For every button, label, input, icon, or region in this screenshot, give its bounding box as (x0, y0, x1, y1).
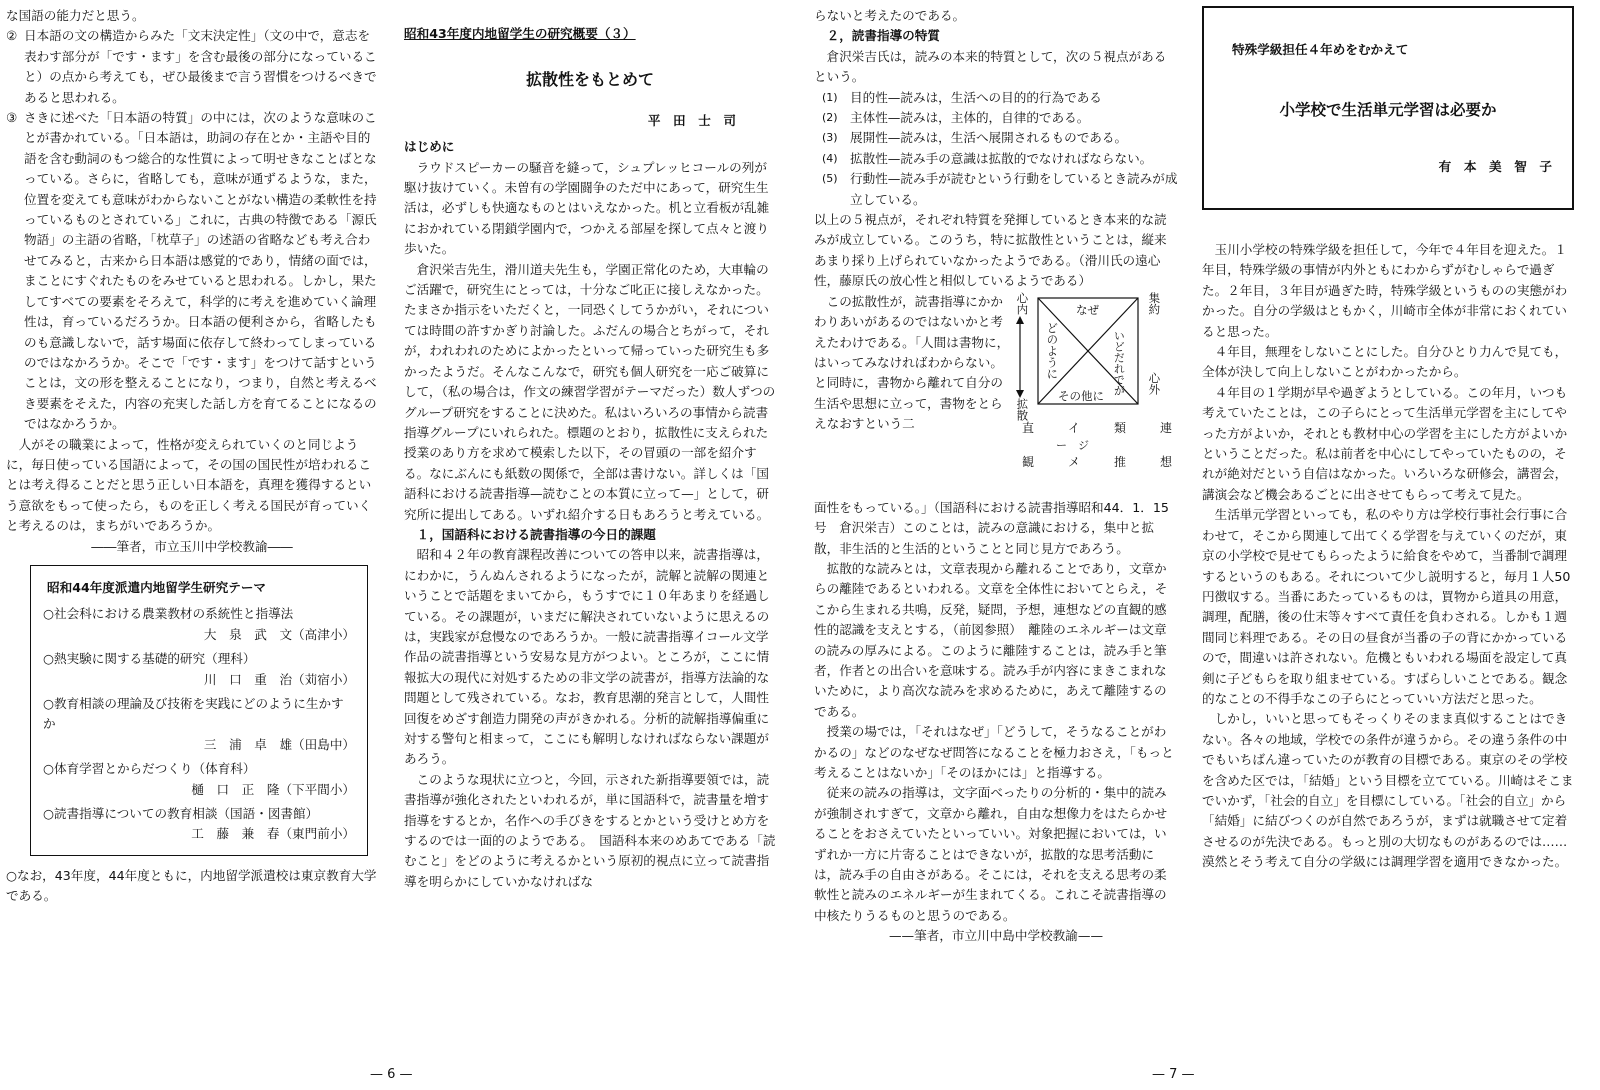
left-column-2 (404, 6, 776, 892)
intro-line: な国語の能力だと思う。 (6, 8, 145, 23)
section-heading: ２，読書指導の特質 (826, 28, 940, 44)
list-item (822, 128, 1178, 148)
theme-author: 三 浦 卓 雄（田島中） (203, 736, 355, 752)
item-number: (1) (822, 90, 838, 104)
theme-author: 工 藤 兼 春（東門前小） (191, 826, 355, 842)
page-number: — 7 — (1152, 1067, 1195, 1082)
paragraph: この拡散性が，読書指導にかかわりあいがあるのではないかと考えたわけである。「人間は書物に，はいってみなければわからない。と同時に，書物から離れて自分の生活や思想に立って，書物をとらえなおすという二 (814, 293, 1010, 432)
section-heading: １，国語科における読書指導の今日的課題 (416, 526, 656, 542)
article-kicker: 特殊学級担任４年めをむかえて (1232, 42, 1409, 57)
theme-entry (43, 759, 355, 800)
theme: ○社会科における農業教材の系統性と指導法 (43, 606, 294, 622)
theme-entry (43, 804, 355, 845)
paragraph: ４年目，無理をしないことにした。自分ひとり力んで見ても，全体が決して向上しないことがわかったから。 (1202, 344, 1568, 380)
article-header-box (1202, 6, 1574, 210)
item-text: 目的性—読みは，生活への目的的行為である (850, 89, 1102, 105)
label-rui: 類 (1113, 420, 1126, 435)
label-i: イ (1067, 420, 1080, 435)
label-image-ji: ー ジ (1056, 438, 1089, 452)
section-heading: はじめに (404, 139, 455, 155)
paragraph: 昭和４２年の教育課程改善についての答申以来，読書指導は，にわかに，うんぬんされるようになったが，読解と読解の関連ということで話題をまいてから，もうすでに１０年あまりを経過している。その課題が，いまだに解決されていないように思えるのは，実践家が怠慢なのであろうか。一般に読書指導イコール文学作品の読書指導という安易な見方がつよい。ところが，ここに情報拡大の現代に対処するための非文学の読書が，指導方法論的な問題として残されている。なお，教育思潮的発言として，人間性回復をめざす創造力開発の声がきかれる。分析的読解指導偏重に対する警句と相まって，ここにも解明しなければならない課題があろう。 (404, 547, 770, 767)
item-number: ② (6, 28, 18, 44)
list-item (822, 108, 1178, 128)
paragraph: 以上の５視点が，それぞれ特質を発揮しているとき本来的な読みが成立している。このうち，特に拡散性ということは，縦来あまり採り上げられていなかったようである。（滑川氏の遠心性，藤原氏の放心性と相似しているようである） (814, 212, 1167, 289)
continued-line: らないと考えたのである。 (814, 8, 966, 23)
item-text: 日本語の文の構造からみた「文末決定性」（文の中で，意志を表わす部分が「です・ます」を含む最後の部分になっていること）の点から考えても，ぜひ最後まで言う習慣をつけるべきであると思われる。 (24, 28, 377, 105)
label-itsu-doko: いどだれでが (1112, 329, 1126, 396)
theme: ○読書指導についての教育相談（国語・図書館） (43, 806, 319, 822)
page-number: — 6 — (370, 1067, 413, 1082)
right-column-1 (814, 6, 1178, 947)
diagram-bottom-row-1 (1022, 418, 1172, 438)
paragraph: 従来の読みの指導は，文字面べったりの分析的・集中的読みが強制されすぎて，文章から離れ，自由な想像力をはたらかせることをおさえていたといっていい。対象把握においては，いずれか一方に片寄ることはできないが，拡散的な思考活動には，読み手の自由さがある。そこには，それを支える思考の柔軟性と読みのエネルギーが生まれてくる。これこそ読書指導の中核たりうるものと思うのである。 (814, 785, 1168, 923)
item-text: 主体性—読みは，主体的，自律的である。 (850, 110, 1090, 126)
label-kakusan: 拡散 (1015, 397, 1030, 421)
paragraph: 玉川小学校の特殊学級を担任して，今年で４年目を迎えた。１年目，特殊学級の事情が内外ともにわからずがむしゃらで過ぎた。２年目，３年目が過ぎた時，特殊学級というものの実態がわかった。自分の学級はともかく，川崎市全体が非常におくれていると思った。 (1202, 242, 1568, 339)
right-page (800, 0, 1600, 1090)
theme: ○熱実験に関する基礎的研究（理科） (43, 651, 256, 667)
left-page (0, 0, 790, 1090)
label-me: メ (1067, 454, 1080, 469)
label-choku: 直 (1022, 420, 1035, 435)
label-kokoro-naka: 心内 (1015, 291, 1030, 315)
item-text: 拡散性—読み手の意識は拡散的でなければならない。 (850, 150, 1153, 166)
label-shuuyaku: 集約 (1147, 291, 1162, 315)
label-sonotani: その他に (1058, 388, 1104, 403)
paragraph: ラウドスピーカーの騒音を縫って，シュプレッヒコールの列が駆け抜けていく。未曽有の学園闘争のただ中にあって，研究生生活は，必ずしも快適なものとはいえなかった。机と立看板が乱雑におかれている閉鎖学園内で，つかえる部屋を探して点々と渡り歩いた。 (404, 159, 770, 257)
paragraph: 授業の場では，「それはなぜ」「どうして，そうなることがわかるの」などのなぜなぜ問答になることを極力おさえ，「もっと考えることはないか」「そのほかには」と指導する。 (814, 724, 1174, 780)
series-title: 昭和43年度内地留学生の研究概要（３） (404, 26, 636, 41)
item-number: ③ (6, 110, 18, 126)
right-column-2 (1202, 6, 1574, 873)
item-number: (2) (822, 111, 838, 125)
author-signature: ——筆者，市立川中島中学校教諭—— (888, 928, 1104, 944)
article-author: 有 本 美 智 子 (1438, 158, 1552, 174)
box-title: 昭和44年度派遣内地留学生研究テーマ (47, 579, 267, 595)
reading-diagram (1010, 292, 1178, 498)
label-kokoro-soto: 心外 (1147, 371, 1162, 395)
diagram-wrap (814, 292, 1178, 498)
paragraph: しかし，いいと思ってもそっくりそのまま真似することはできない。各々の地域，学校での条件が違うから。その違う条件の中でもいちばん違っていたのが教育の目標である。東京のその学校を含めた区では，「結婚」という目標を立てている。川崎はそこまでいかず，「社会的自立」を目標にしている。「社会的自立」から「結婚」に結びつくのが自然であろうが，まずは就職させて定着させるのが先決である。もっと別の大切なものがあるのでは……漠然とそう考えて自分の学級には調理学習を適用できなかった。 (1202, 711, 1574, 870)
item-text: さきに述べた「日本語の特質」の中には，次のような意味のことが書かれている。「日本語は，助詞の存在とか・主語や目的語を含む動詞のもつ総合的な性質によって明せきなことばとなっている。さらに，省略しても，意味が通ずるような，また，位置を変えても意味がわからないことがない構造の柔軟性を持っているものとされている」これに，古典の特徴である「源氏物語」の主語の省略，「枕草子」の述語の省略なども考え合わせてみると，古来から日本語は感覚的であり，情緒の面では，まことにすぐれたものをみせていると思われる。しかし，果たしてすべての要素をそろえて，科学的に考えを進めていく論理性は，育っているだろうか。日本語の便利さから，省略したものも意識しないで，話す場面に依存して終わってしまっているのではなかろうか。そこで「です・ます」をつけて話すということは，文の形を整えることになり，つまり，自然と考えるべき要素をそえた，内容の充実した話し方を育てることになるのではなかろうか。 (24, 110, 377, 432)
paragraph: 倉沢栄吉氏は，読みの本来的特質として，次の５視点があるという。 (814, 48, 1167, 85)
research-themes-box (30, 565, 368, 856)
theme-entry (43, 604, 355, 645)
diagram-bottom-row-2 (1022, 452, 1172, 472)
label-sou: 想 (1159, 454, 1172, 469)
list-item (6, 108, 378, 435)
points-list (814, 88, 1178, 210)
theme-entry (43, 649, 355, 690)
paragraph: 倉沢栄吉先生，滑川道夫先生も，学園正常化のため，大車輪のご活躍で，研究生にとっては，十分なご叱正に接しえなかった。たまさか指示をいただくと，一同恐くしてうかがい，それについては時間の許すかぎり討論した。ふだんの場合とちがって，それが，われわれのためによかったといって帰っていった研究生も多かったようだ。そんなこんなで，研究も個人研究を一応ご破算にして，（私の場合は，作文の練習学習がテーマだった）数人ずつのグループ研究をすることに決めた。私はいろいろの事情から読書指導グループにいれられた。標題のとおり，拡散性に支えられた授業のあり方を求めて模索した以下，その冒頭の一部を紹介する。なにぶんにも紙数の関係で，全部は書けない。詳しくは「国語科における読書指導—読むことの本質に立って—」として，研究所に提出してある。いずれ紹介する日もあろうと考えている。 (404, 261, 776, 522)
item-number: (5) (822, 172, 838, 186)
author-signature: ――筆者，市立玉川中学校教諭―― (91, 538, 293, 554)
paragraph: このような現状に立つと，今回，示された新指導要領では，読書指導が強化されたといわれるが，単に国語科で，読書量を増す指導をするとか，名作への手びきをするとかという受けとめ方をするのでは一面的のようである。 国語科本来のめあてである「読むこと」をどのように考えるかという原初的視点に立って読書指導を明らかにしていかなければな (404, 771, 776, 889)
paragraph: ４年目の１学期が早や過ぎようとしている。この年月，いつも考えていたことは，この子らにとって生活単元学習を主にしてやった方がよいか，それとも教材中心の学習を主にした方がよいかということだった。私は前者を中心にしてやっていたものの，それが絶対だという自信はなかった。いろいろな研修会，講習会，講演会など機会あるごとに出させてもらって考えて見た。 (1202, 384, 1568, 502)
theme-author: 大 泉 武 文（高津小） (203, 626, 355, 642)
list-item (822, 88, 1178, 108)
label-donoyouni: どのように (1045, 321, 1060, 380)
theme-author: 樋 口 正 隆（下平間小） (191, 781, 355, 797)
list-item (822, 169, 1178, 210)
label-naze: なぜ (1076, 302, 1099, 317)
article-author: 平 田 士 司 (647, 112, 736, 128)
article-title: 小学校で生活単元学習は必要か (1279, 101, 1497, 120)
list-item (822, 149, 1178, 169)
paragraph: 人がその職業によって，性格が変えられていくのと同じように，毎日使っている国語によって，その国の国民性が培われることは考え得ることだと思う正しい日本語を，真理を獲得するという意欲をもって使ったら，ものを正しく考える国民が育っていくと考えるのは，まちがいであろうか。 (6, 436, 372, 534)
list-item (6, 26, 378, 108)
theme-author: 川 口 重 治（苅宿小） (203, 671, 355, 687)
theme: ○教育相談の理論及び技術を実践にどのように生かすか (43, 696, 344, 732)
label-sui: 推 (1113, 454, 1126, 469)
article-title: 拡散性をもとめて (525, 70, 654, 90)
footnote: ○なお，43年度，44年度ともに，内地留学派遣校は東京教育大学である。 (6, 867, 377, 904)
paragraph: 面性をもっている。」（国語科における読書指導昭和44．1．15号 倉沢栄吉）このことは，読みの意識における，集中と拡散，非生活的と生活的ということと同じ見方であろう。 (814, 499, 1169, 556)
item-number: (3) (822, 131, 838, 145)
theme-entry (43, 694, 355, 755)
theme: ○体育学習とからだつくり（体育科） (43, 761, 256, 777)
item-number: (4) (822, 151, 838, 165)
item-text: 展開性—読みは，生活へ展開されるものである。 (850, 130, 1128, 146)
label-ren: 連 (1159, 420, 1172, 435)
paragraph: 生活単元学習といっても，私のやり方は学校行事社会行事に合わせて，そこから関連して出てくる学習を与えていくのだが，東京の小学校で見せてもらったように給食をやめて，当番制で調理するというのもある。それについて少し説明すると，毎月１人50円徴収する。当番にあたっているものは，買物から道具の用意，調理，配膳，後の仕末等々すべて責任を負わされる。しかも１週間同じ料理である。その日の昼食が当番の子の背にかかっているので，間違いは許されない。危機ともいわれる場面を設定して真剣に子どもらを取り組ませている。すばらしいことである。観念的なことの不得手なこの子らにとっていい方法だと思った。 (1202, 507, 1571, 706)
left-column-1 (6, 6, 378, 907)
label-kan: 観 (1022, 454, 1035, 469)
paragraph: 拡散的な読みとは，文章表現から離れることであり，文章からの離陸であるといわれる。文章を全体性においてとらえ，そこから生まれる共鳴，反発，疑問，予想，連想などの直観的感性的認識を支えとする，（前図参照） 離陸のエネルギーは文章の読みの厚みによる。このように離陸することは，読み手と筆者，作者との出合いを意味する。読み手が内容にまきこまれないために，より高次な読みを求めるために，あえて離陸するのである。 (814, 560, 1168, 719)
item-text: 行動性—読み手が読むという行動をしているとき読みが成立している。 (850, 171, 1178, 207)
